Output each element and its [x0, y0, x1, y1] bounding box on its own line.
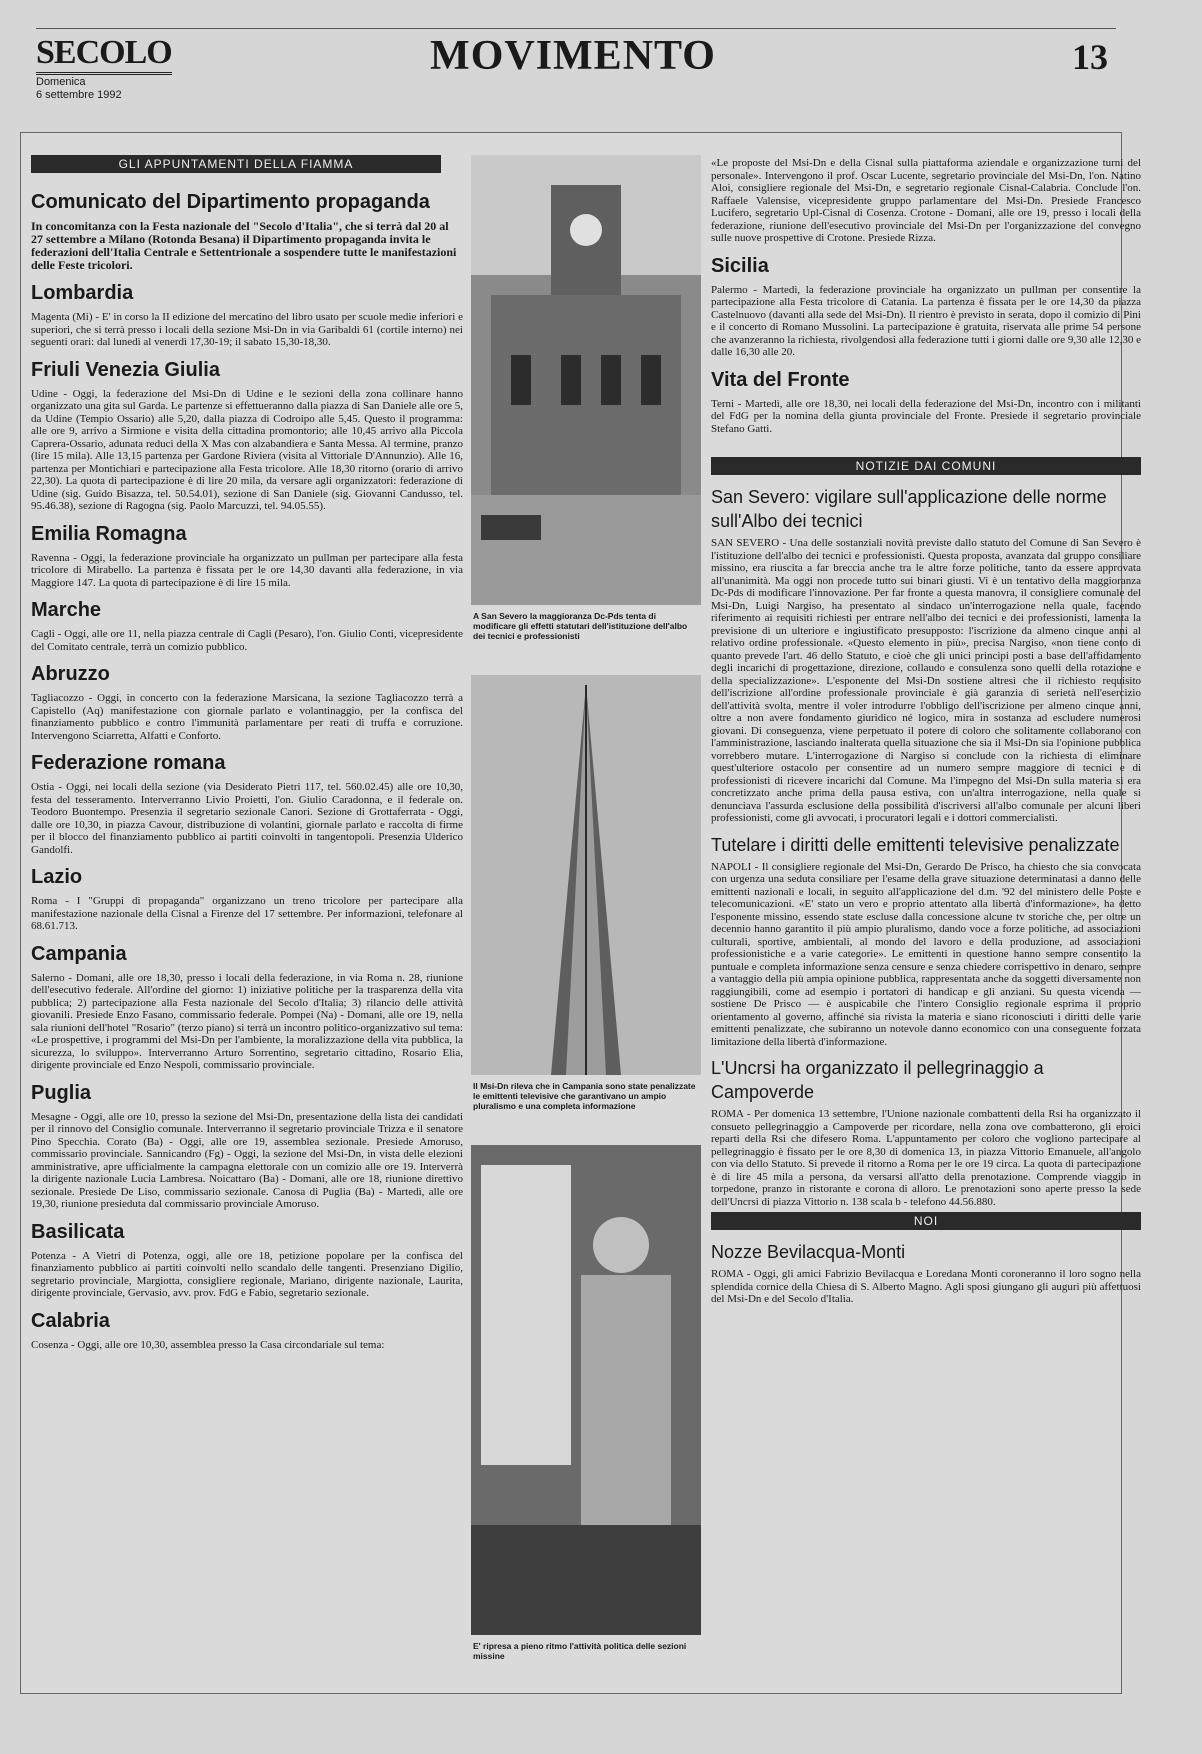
text-puglia: Mesagne - Oggi, alle ore 10, presso la sezione del Msi-Dn, presentazione della lista dei candidati per il rinnovo del Consiglio comunale. Interverranno il segretario provinciale Trizza e il senatore Pino Specchia. Corato (Ba) - Oggi, alle ore 19, assemblea sezionale. Presiede Amoruso, commissario provinciale. Sannicandro (Fg) - Oggi, la sezione del Msi-Dn, in vista delle elezioni amministrative, apre ufficialmente la campagna elettorale con un comizio alle ore 19. Interverrà la dirigente nazionale Lucia Lambresa. Noicattaro (Ba) - Domani, alle ore 18, riunione direttivo sezionale. Presiede De Liso, commissario sezionale. Canosa di Puglia (Ba) - Martedì, alle ore 19,30, riunione presieduta dal commissario provinciale Amoruso. — [31, 1110, 463, 1210]
page-number: 13 — [1072, 37, 1108, 77]
heading-lazio: Lazio — [31, 866, 83, 888]
heading-marche: Marche — [31, 599, 102, 621]
heading-propaganda: Comunicato del Dipartimento propaganda — [31, 191, 430, 213]
text-calabria: Cosenza - Oggi, alle ore 10,30, assemblea presso la Casa circondariale sul tema: — [31, 1338, 385, 1351]
text-lazio: Roma - I "Gruppi di propaganda" organizzano un treno tricolore per partecipare alla manifestazione nazionale della Cisnal a Firenze del 17 settembre. Per informazioni, telefonare al 68.61.713. — [31, 895, 463, 932]
masthead-rule — [36, 28, 1116, 29]
text-lombardia: Magenta (Mi) - E' in corso la II edizione del mercatino del libro usato per scuole medie inferiori e superiori, che si terrà presso i locali della sezione Msi-Dn in via Garibaldi 61 (cortile interno) nei seguenti orari: dal lunedì al venerdì 17,30-19; il sabato 15,30-18,30. — [31, 311, 463, 348]
section-bar-appointments: GLI APPUNTAMENTI DELLA FIAMMA — [31, 155, 441, 173]
text-emilia: Ravenna - Oggi, la federazione provinciale ha organizzato un pullman per partecipare alla festa tricolore di Mirabello. La partenza è fissata per le ore 14,30 davanti alla federazione, in via Maggiore 147. La quota di partecipazione è di lire 15 mila. — [31, 551, 463, 589]
text-basilicata: Potenza - A Vietri di Potenza, oggi, alle ore 18, petizione popolare per la confisca del finanziamento pubblico ai partiti coinvolti nello scandalo delle tangenti. Presenziano Digilio, segretario provinciale, Margiotta, consigliere regionale, Mariano, dirigente nazionale, Laurita, dirigente provinciale, Gervasio, avv. prov. FdG e Fabio, segretario sezionale. — [31, 1249, 463, 1299]
heading-lombardia: Lombardia — [31, 282, 134, 304]
headline-nozze: Nozze Bevilacqua-Monti — [711, 1242, 906, 1262]
heading-friuli: Friuli Venezia Giulia — [31, 358, 220, 381]
page-frame — [20, 132, 1141, 1694]
text-calabria-cont: «Le proposte del Msi-Dn e della Cisnal sulla piattaforma aziendale e organizzazione turni del personale». Intervengono il prof. Oscar Lucente, segretario provinciale del Msi-Dn, l'on. Natino Aloi, consigliere regionale del Msi-Dn, e segretario regionale Cisnal-Calabria. Conclude l'on. Raffaele Valensise, vicepresidente gruppo parlamentare del Msi-Dn. Presiede Francesco Lucifero, segretario Upl-Cisnal di Cosenza. Crotone - Domani, alle ore 19, presso i locali della federazione, riunione dell'esecutivo provinciale del Msi-Dn per l'organizzazione del convegno sulle nuove prospettive di Crotone. Presiede Rizza. — [711, 157, 1141, 244]
heading-calabria: Calabria — [31, 1309, 110, 1332]
column-photos — [471, 155, 701, 1685]
dateline-day: Domenica — [36, 76, 86, 88]
heading-sicilia: Sicilia — [711, 254, 769, 277]
text-marche: Cagli - Oggi, alle ore 11, nella piazza centrale di Cagli (Pesaro), l'on. Giulio Conti, vicepresidente del Comitato centrale, terrà un comizio pubblico. — [31, 628, 463, 653]
text-federazione-romana: Ostia - Oggi, nei locali della sezione (via Desiderato Pietri 117, tel. 560.02.45) alle ore 10,30, festa del tesseramento. Interverranno Livio Proietti, l'on. Giulio Caradonna, e il federale on. Teodoro Buontempo. Presenzia il segretario sezionale Canori. Sezione di Grottaferrata - Oggi, dalle ore 10,30, in piazza Cavour, distribuzione di volantini, giornale parlato e raccolta di firme per il blocco del finanziamento pubblico ai partiti coinvolti in tangentopoli. Presenzia Ulderico Gandolfi. — [31, 781, 463, 856]
heading-federazione-romana: Federazione romana — [31, 752, 226, 774]
heading-puglia: Puglia — [31, 1081, 92, 1104]
text-campania: Salerno - Domani, alle ore 18,30, presso i locali della federazione, in via Roma n. 28, riunione dell'esecutivo federale. All'ordine del giorno: 1) iniziative politiche per la trasparenza della vita pubblica; 2) partecipazione alla Festa nazionale del Secolo d'Italia; 3) rilancio delle attività giovanili. Presiede Enzo Fasano, commissario federale. Pompei (Na) - Domani, alle ore 19, nella sala riunioni dell'hotel "Rosario" (terzo piano) si terrà un incontro politico-organizzativo sul tema: «Le prospettive, i programmi del Msi-Dn per l'ambiente, la moralizzazione della vita pubblica, la sicurezza, lo sviluppo». Interverranno Arturo Sorrentino, segretario cittadino, Rosario Elia, dirigente provinciale ed Enzo Nespoli, commissario provinciale. — [31, 971, 463, 1071]
article-nozze: ROMA - Oggi, gli amici Fabrizio Bevilacqua e Loredana Monti coroneranno il loro sogno nella splendida cornice della Chiesa di S. Alberto Magno. Agli sposi giungano gli auguri più affettuosi del Msi-Dn e del Secolo d'Italia. — [711, 1268, 1141, 1305]
caption-san-severo: A San Severo la maggioranza Dc-Pds tenta di modificare gli effetti statutari dell'istituzione dell'albo dei tecnici e professionisti — [473, 611, 688, 641]
caption-sezioni: E' ripresa a pieno ritmo l'attività politica delle sezioni missine — [473, 1641, 687, 1661]
photo-speaker — [471, 1145, 701, 1635]
text-friuli: Udine - Oggi, la federazione del Msi-Dn di Udine e le sezioni della zona collinare hanno organizzato una gita sul Garda. Le partenze si effettueranno dalla piazza di San Daniele alle ore 5, da Udine (Tempio Ossario) alle 5,20, dalla piazza di Codroipo alle 5,45. Questo il programma: alle ore 9, arrivo a Sirmione e visita della cittadina promontorio; alle 10,45 arrivo alla Piccola Caprera-Ossario, adunata reduci della X Mas con alzabandiera e Santa Messa. Al termine, pranzo (lire 15 mila). Alle 13,15 partenza per Gardone Riviera (visita al Vittoriale D'Annunzio). Alle 16, partenza per Montichiari e partecipazione alla Festa tricolore. Alle 18,30 ritorno (orario di arrivo 22,30). La quota di partecipazione è di lire 20 mila, da versare agli organizzatori: federazione di Udine (sig. Guido Bisazza, tel. 50.54.01), sezione di San Daniele (sig. Giovanni Candusso, tel. 95.46.38), sezione di Ragogna (sig. Paolo Marcuzzi, tel. 94.05.55). — [31, 387, 463, 512]
masthead — [28, 22, 1118, 122]
article-san-severo: SAN SEVERO - Una delle sostanziali novità previste dallo statuto del Comune di San Severo è l'istituzione dell'albo dei tecnici e professionisti. Questa proposta, avanzata dal gruppo consiliare missino, era riuscita a far breccia anche tra le altre forze politiche, tanto da essere approvata all'unanimità. Ma oggi non procede tutto sui binari giusti. Vi è un tentativo della maggioranza Dc-Pds di modificare l'innovazione. Per far fronte a questa manovra, il consigliere comunale del Msi-Dn, Luigi Nargiso, ha presentato al sindaco un'interrogazione nella quale, facendo riferimento ai requisiti richiesti per entrare nell'albo dei tecnici e dei professionisti, lamenta la previsione di un ulteriore e ingiustificato presupposto: l'iscrizione da almeno cinque anni al relativo ordine professionale. «Questo elemento in più», precisa Nargiso, «non tiene conto di quanto prevede l'art. 46 dello Statuto, e cioè che gli unici principi posti a base dell'affidamento degli incarichi di progettazione, direzione, collaudo e consulenza sono quelli della rotazione e della specializzazione». L'esponente del Msi-Dn sostiene altresì che il richiesto requisito dell'iscrizione all'ordine professionale provinciale è già garanzia di serietà nell'esercizio dell'attività svolta, mentre il voler introdurre l'obbligo dell'iscrizione per almeno cinque anni, oltre a non avere fondamento giuridico né logico, mira in sostanza ad escludere numerosi giovani. Di conseguenza, viene perpetuato il potere di coloro che solitamente collaborano con l'amministrazione, lasciando inalterata quella situazione che sia il Msi-Dn sia l'opinione pubblica vorrebbero mutare. L'interrogazione di Nargiso si conclude con la richiesta di eliminare quest'ulteriore ostacolo per consentire ad un numero sempre maggiore di tecnici e di professionisti di ricevere incarichi dal Comune. Ma l'impegno del Msi-Dn sulla materia si era concretizzato anche prima della pausa estiva, con un'altra interrogazione, nella quale si denunciava l'assurda esclusione della possibilità d'iscriversi all'albo comunale per alcuni liberi professionisti, come gli avvocati, i procuratori legali e i dottori commercialisti. — [711, 537, 1141, 824]
heading-basilicata: Basilicata — [31, 1220, 125, 1243]
lead-propaganda: In concomitanza con la Festa nazionale del "Secolo d'Italia", che si terrà dal 20 al 27 settembre a Milano (Rotonda Besana) il Dipartimento propaganda invita le federazioni dell'Italia Centrale e Settentrionale a sospendere tutte le manifestazioni delle Feste tricolori. — [31, 219, 457, 272]
caption-campania: Il Msi-Dn rileva che in Campania sono state penalizzate le emittenti televisive che garantivano un ampio pluralismo e una completa informazione — [473, 1081, 696, 1111]
heading-abruzzo: Abruzzo — [31, 663, 110, 685]
section-title: MOVIMENTO — [430, 33, 716, 79]
text-sicilia: Palermo - Martedì, la federazione provinciale ha organizzato un pullman per consentire la partecipazione alla Festa tricolore di Catania. La partenza è fissata per le ore 14,30 da piazza Castelnuovo (davanti alla sede del Msi-Dn). Il rientro è previsto in serata, dopo il comizio di Pini e il concerto di Romano Mussolini. La partecipazione è gratuita, riservata alle prime 54 persone che avanzeranno la richiesta, rivolgendosi alla federazione tutti i giorni dalle ore 9,30 alle 12,30 e dalle 16,30 alle 20. — [711, 283, 1141, 358]
section-bar-noi: NOI — [711, 1212, 1141, 1230]
column-appointments — [31, 155, 463, 1685]
article-emittenti: NAPOLI - Il consigliere regionale del Msi-Dn, Gerardo De Prisco, ha chiesto che sia convocata con urgenza una seduta consiliare per l'esame della grave situazione determinatasi a danno delle emittenti nazionali e locali, in seguito all'applicazione del d.m. '92 del ministero delle Poste e telecomunicazioni. «E' stato un vero e proprio attentato alla libertà d'informazione», ha detto l'esponente missino, essendo state escluse dalla concessione alcune tv storiche che, per oltre un decennio hanno garantito il più ampio pluralismo, dando voce a forze politiche, ad associazioni culturali, sportive, ambientali, al mondo del lavoro e della produzione, ad associazioni professionistiche e a varie categorie». Le emittenti in questione hanno sempre consentito la puntuale e completa informazione senza censure e senza chiedere corrispettivo in denaro, sempre a vantaggio della più ampia opinione pubblica, rappresentata anche da soggetti diversamente non raggiungibili, come ad esempio i portatori di handicap e gli anziani. Su questa vicenda — sostiene De Prisco — è auspicabile che l'intero Consiglio regionale esprima il proprio orientamento al governo, affinché sia rivista la materia e siano riconosciuti i diritti delle varie emittenti penalizzate, che subiranno un notevole danno economico con una conseguente forzata limitazione della libertà d'informazione. — [711, 860, 1141, 1048]
photo-clock-tower — [471, 155, 701, 605]
text-abruzzo: Tagliacozzo - Oggi, in concerto con la federazione Marsicana, la sezione Tagliacozzo terrà a Capistello (Aq) manifestazione con giornale parlato e volantinaggio, per la confisca del finanziamento pubblico e contro l'immunità parlamentare per reati di truffa e corruzione. Intervengono Sciarretta, Alfatti e Conforto. — [31, 692, 463, 742]
section-bar-comuni: NOTIZIE DAI COMUNI — [711, 457, 1141, 475]
photo-antenna — [471, 675, 701, 1075]
headline-uncrsi: L'Uncrsi ha organizzato il pellegrinaggio a Campoverde — [711, 1058, 1044, 1102]
column-news — [711, 155, 1141, 1685]
newspaper-logo: SECOLO — [36, 34, 172, 75]
text-fronte: Terni - Martedì, alle ore 18,30, nei locali della federazione del Msi-Dn, incontro con i militanti del FdG per la nomina della giunta provinciale del Fronte. Presiede il segretario provinciale Stefano Gatti. — [711, 397, 1141, 435]
headline-san-severo: San Severo: vigilare sull'applicazione delle norme sull'Albo dei tecnici — [711, 487, 1107, 531]
dateline-date: 6 settembre 1992 — [36, 89, 122, 101]
heading-emilia: Emilia Romagna — [31, 522, 187, 545]
article-uncrsi: ROMA - Per domenica 13 settembre, l'Unione nazionale combattenti della Rsi ha organizzato il consueto pellegrinaggio a Campoverde per ricordare, nella zona ove combatterono, gli eroici reparti della Rsi che difesero Roma. L'appuntamento per coloro che vogliono partecipare al pellegrinaggio è fissato per le ore 8,30 di domenica 13, in piazza Vittorio Emanuele, all'angolo con via dello Statuto. Si prevede il ritorno a Roma per le ore 19 circa. La quota di partecipazione è di lire 45 mila a persona, da versarsi all'atto della prenotazione. Comprende viaggio in torpedone, pranzo in ristorante e corona di alloro. Le prenotazioni sono aperte presso la sede dell'Uncrsi di piazza Vittorio n. 138 scala b - telefono 44.56.880. — [711, 1108, 1141, 1208]
heading-campania: Campania — [31, 942, 127, 965]
heading-fronte: Vita del Fronte — [711, 368, 850, 391]
headline-emittenti: Tutelare i diritti delle emittenti televisive penalizzate — [711, 834, 1120, 855]
